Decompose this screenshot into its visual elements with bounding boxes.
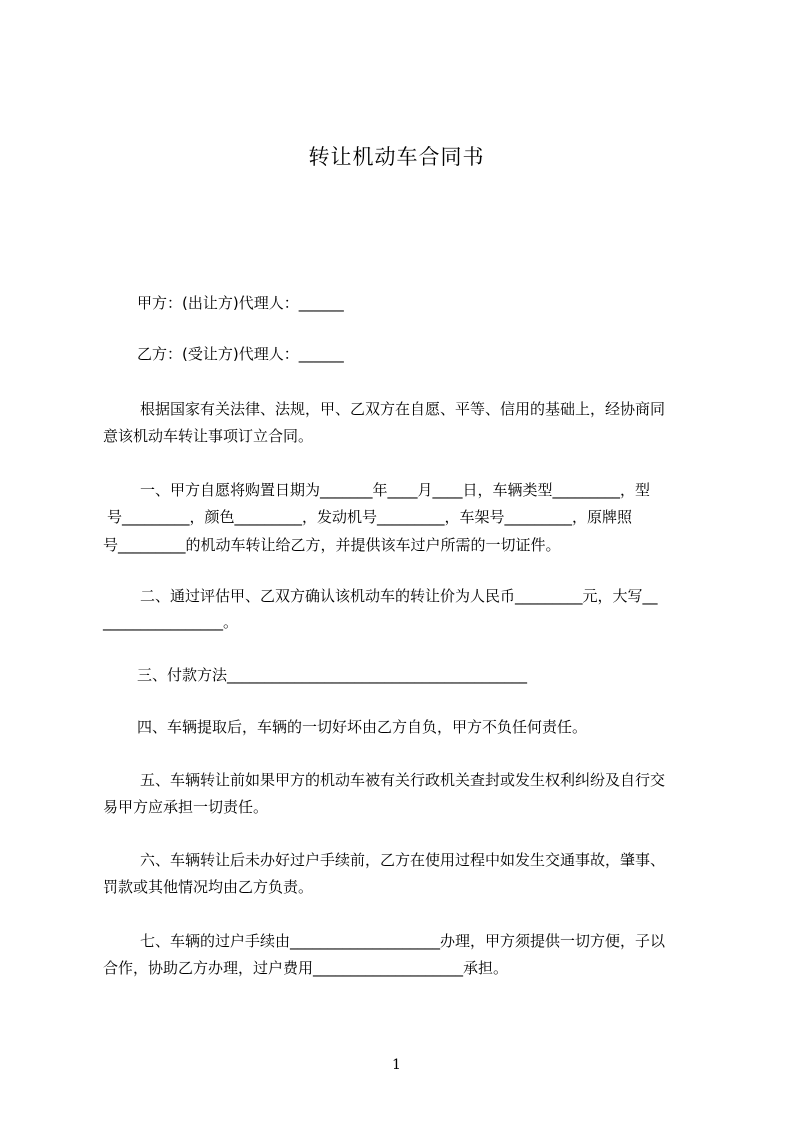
clause-6-line-2: 罚款或其他情况均由乙方负责。 bbox=[103, 878, 314, 896]
preamble-line-1: 根据国家有关法律、法规，甲、乙双方在自愿、平等、信用的基础上，经协商同 bbox=[140, 400, 666, 418]
party-b-line: 乙方：(受让方)代理人：______ bbox=[137, 345, 344, 363]
clause-5-line-1: 五、车辆转让前如果甲方的机动车被有关行政机关查封或发生权利纠纷及自行交 bbox=[140, 771, 666, 789]
clause-7-line-2: 合作，协助乙方办理，过户费用____________________承担。 bbox=[103, 959, 509, 977]
clause-7-line-1: 七、车辆的过户手续由____________________办理，甲方须提供一切方便，子以 bbox=[140, 932, 666, 950]
clause-4-line: 四、车辆提取后，车辆的一切好坏由乙方自负，甲方不负任何责任。 bbox=[137, 718, 588, 736]
clause-1-line-1: 一、甲方自愿将购置日期为_______年____月____日，车辆类型_________，型 bbox=[140, 481, 651, 499]
document-title: 转让机动车合同书 bbox=[308, 145, 485, 169]
clause-1-line-2: 号_________，颜色_________，发动机号_________，车架号_________，原牌照 bbox=[107, 508, 633, 526]
clause-3-line: 三、付款方法________________________________________ bbox=[137, 666, 528, 684]
page-number: 1 bbox=[392, 1057, 401, 1073]
clause-2-line-1: 二、通过评估甲、乙双方确认该机动车的转让价为人民币_________元，大写__ bbox=[140, 587, 658, 605]
clause-5-line-2: 易甲方应承担一切责任。 bbox=[103, 798, 269, 816]
clause-6-line-1: 六、车辆转让后未办好过户手续前，乙方在使用过程中如发生交通事故，肇事、 bbox=[140, 851, 666, 869]
party-a-line: 甲方：(出让方)代理人：______ bbox=[137, 294, 344, 312]
clause-2-line-2: ________________。 bbox=[103, 613, 239, 631]
clause-1-line-3: 号_________的机动车转让给乙方，并提供该车过户所需的一切证件。 bbox=[103, 536, 561, 554]
preamble-line-2: 意该机动车转让事项订立合同。 bbox=[103, 427, 314, 445]
